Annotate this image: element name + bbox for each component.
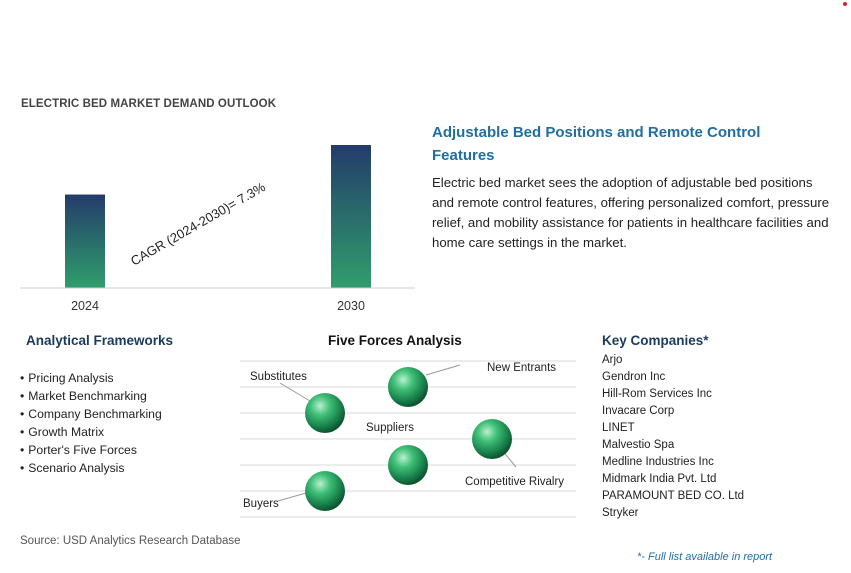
x-tick-label: 2024 [71, 299, 99, 313]
bar-2024 [65, 195, 105, 288]
company-item: Midmark India Pvt. Ltd [602, 473, 717, 485]
force-sphere [388, 445, 428, 485]
key-companies-title: Key Companies* [602, 333, 709, 348]
framework-item: • Market Benchmarking [20, 387, 162, 405]
source-note: Source: USD Analytics Research Database [20, 535, 241, 547]
force-sphere [388, 367, 428, 407]
framework-item: • Company Benchmarking [20, 405, 162, 423]
full-list-link[interactable]: *- Full list available in report [637, 551, 773, 563]
company-item: Stryker [602, 507, 639, 519]
label-competitive-rivalry: Competitive Rivalry [465, 476, 565, 488]
framework-item: • Scenario Analysis [20, 459, 162, 477]
company-item: Gendron Inc [602, 371, 666, 383]
company-item: Malvestio Spa [602, 439, 675, 451]
force-sphere [305, 393, 345, 433]
connector-line [278, 493, 306, 501]
company-item: Arjo [602, 354, 623, 366]
five-forces-title: Five Forces Analysis [328, 333, 462, 348]
decorative-dot [843, 2, 847, 6]
key-companies-list [602, 352, 744, 522]
feature-title: Adjustable Bed Positions and Remote Control Features [432, 124, 761, 164]
company-item: Medline Industries Inc [602, 456, 714, 468]
company-item: LINET [602, 422, 635, 434]
company-item: Invacare Corp [602, 405, 675, 417]
analytical-frameworks-title: Analytical Frameworks [26, 333, 174, 348]
framework-item: • Porter's Five Forces [20, 441, 162, 459]
company-item: PARAMOUNT BED CO. Ltd [602, 490, 745, 502]
label-substitutes: Substitutes [250, 371, 307, 383]
label-suppliers: Suppliers [366, 422, 414, 434]
framework-item: • Pricing Analysis [20, 369, 162, 387]
page-title: ELECTRIC BED MARKET DEMAND OUTLOOK [21, 98, 277, 110]
bar-chart [0, 120, 420, 320]
feature-description: Electric bed market sees the adoption of adjustable bed positions and remote control features, offering personalized comfort, pressure relief, and mobility assistance for patients in healthcare facilities and home care settings in the market. [432, 175, 830, 250]
framework-item: • Growth Matrix [20, 423, 162, 441]
company-item: Hill-Rom Services Inc [602, 388, 712, 400]
bar-2030 [331, 145, 371, 288]
force-sphere [305, 471, 345, 511]
x-tick-label: 2030 [337, 299, 365, 313]
five-forces-diagram [240, 355, 580, 525]
cagr-annotation: CAGR (2024-2030)= 7.3% [128, 179, 268, 269]
connector-line [426, 365, 460, 375]
analytical-frameworks-list [20, 369, 162, 477]
label-new-entrants: New Entrants [487, 362, 557, 374]
force-sphere [472, 419, 512, 459]
connector-line [280, 383, 310, 401]
label-buyers: Buyers [243, 498, 279, 510]
